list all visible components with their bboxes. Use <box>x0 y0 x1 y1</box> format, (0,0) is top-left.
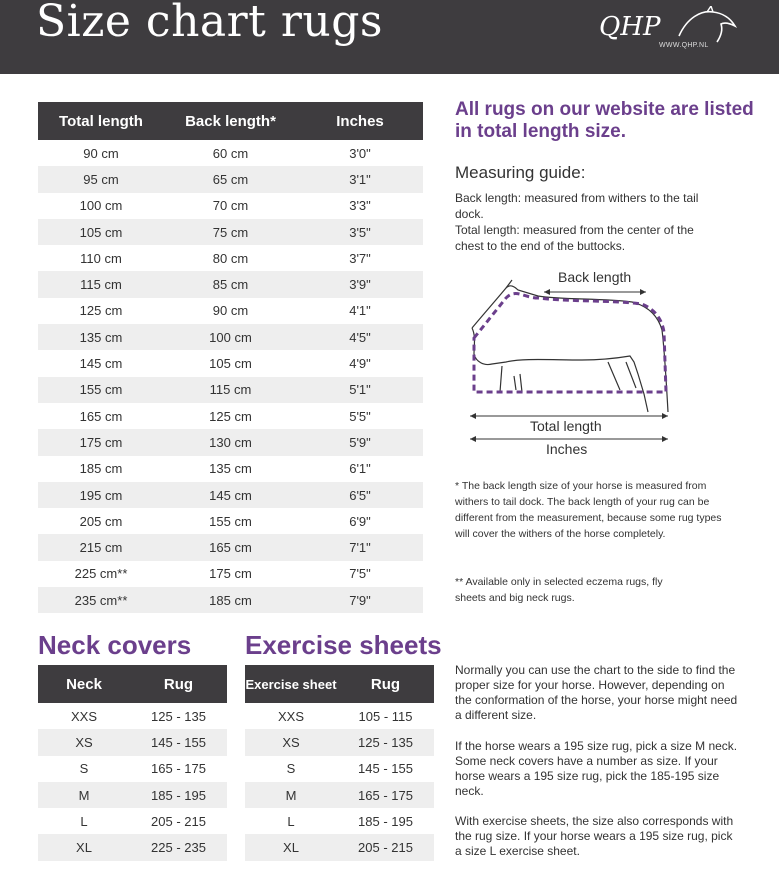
table-row <box>38 587 423 613</box>
table-cell: 175 cm <box>38 429 164 455</box>
exercise-advice-paragraph: With exercise sheets, the size also corresponds with the rug size. If your horse wears a 195 size rug, pick a size L exercise sheet. <box>455 814 734 858</box>
table-cell: 205 - 215 <box>151 813 206 829</box>
table-cell: 215 cm <box>38 534 164 560</box>
table-cell: 165 cm <box>164 534 297 560</box>
table-row <box>245 782 434 808</box>
column-header-rug: Rug <box>337 665 434 703</box>
table-cell: 125 cm <box>209 408 252 424</box>
neck-covers-table <box>38 665 227 861</box>
table-row <box>245 703 434 729</box>
column-header-rug: Rug <box>130 665 227 703</box>
table-row <box>38 377 423 403</box>
table-cell: 135 cm <box>209 461 252 477</box>
table-cell: 205 cm <box>79 513 123 529</box>
table-row <box>38 456 423 482</box>
table-cell: 6'1" <box>349 461 371 477</box>
table-cell: 6'9" <box>349 513 371 529</box>
table-cell: 3'7" <box>349 250 371 266</box>
table-cell: 7'1" <box>297 534 423 560</box>
column-header-neck: Neck <box>38 665 130 703</box>
table-cell: 60 cm <box>212 145 249 161</box>
total-length-description: Total length: measured from the center of the chest to the end of the buttocks. <box>455 223 694 253</box>
horse-head-icon <box>677 6 739 46</box>
page-title: Size chart rugs <box>36 0 383 47</box>
table-cell: 185 cm <box>79 461 123 477</box>
table-cell: 4'1" <box>349 303 371 319</box>
table-cell: 135 cm <box>38 324 164 350</box>
total-length-label: Total length <box>530 418 602 434</box>
table-cell: 85 cm <box>164 271 297 297</box>
table-row <box>38 429 423 455</box>
table-cell: L <box>287 813 295 829</box>
column-header-exercise-sheet: Exercise sheet <box>245 665 337 703</box>
table-cell: 70 cm <box>212 198 249 214</box>
table-cell: 3'3" <box>349 198 371 214</box>
table-cell: 225 - 235 <box>130 834 227 860</box>
table-header-row <box>245 665 434 703</box>
table-cell: 105 cm <box>209 356 252 372</box>
table-cell: 80 cm <box>212 250 249 266</box>
measuring-guide-title: Measuring guide: <box>455 163 586 182</box>
column-header-back-length: Back length* <box>164 102 297 140</box>
back-length-footnote: * The back length size of your horse is measured from withers to tail dock. The back length of your rug can be different from the measurement, because some rug types will cover the withers of the horse completely. <box>455 480 722 540</box>
table-row <box>38 166 423 192</box>
table-cell: 5'9" <box>297 429 423 455</box>
table-cell: L <box>80 813 88 829</box>
table-row <box>38 140 423 166</box>
table-header-row <box>38 102 423 140</box>
table-header-row <box>38 665 227 703</box>
table-cell: 105 cm <box>38 219 164 245</box>
table-cell: S <box>79 761 89 777</box>
table-cell: XS <box>245 729 337 755</box>
table-cell: 145 - 155 <box>130 729 227 755</box>
table-cell: 90 cm <box>83 145 119 161</box>
table-cell: 7'5" <box>349 566 371 582</box>
neck-covers-title: Neck covers <box>38 630 192 660</box>
table-cell: 145 cm <box>79 356 123 372</box>
table-cell: 115 cm <box>38 271 164 297</box>
table-cell: 6'5" <box>297 482 423 508</box>
table-cell: 205 - 215 <box>337 834 434 860</box>
table-row <box>38 508 423 534</box>
logo-text: QHP <box>599 12 661 42</box>
table-row <box>245 729 434 755</box>
table-cell: 100 cm <box>164 324 297 350</box>
sizing-advice-paragraph: Normally you can use the chart to the side to find the proper size for your horse. However, depending on the conformation of the horse, your horse might need a different size. <box>455 663 738 722</box>
table-cell: 185 - 195 <box>358 813 413 829</box>
table-cell: 95 cm <box>38 166 164 192</box>
table-cell: 65 cm <box>164 166 297 192</box>
table-row <box>245 834 434 860</box>
table-cell: M <box>245 782 337 808</box>
table-cell: 185 - 195 <box>130 782 227 808</box>
measuring-guide-text <box>455 190 725 254</box>
table-row <box>38 834 227 860</box>
logo-url: WWW.QHP.NL <box>659 42 709 49</box>
exercise-sheets-table <box>245 665 434 861</box>
column-header-total-length: Total length <box>38 102 164 140</box>
table-cell: XXS <box>70 708 97 724</box>
table-cell: XS <box>38 729 130 755</box>
table-cell: 225 cm** <box>74 566 128 582</box>
table-cell: 155 cm <box>209 513 252 529</box>
table-row <box>38 703 227 729</box>
table-row <box>38 298 423 324</box>
table-row <box>38 534 423 560</box>
table-cell: 3'9" <box>297 271 423 297</box>
table-row <box>38 245 423 271</box>
table-row <box>38 350 423 376</box>
table-row <box>38 219 423 245</box>
table-cell: 75 cm <box>164 219 297 245</box>
table-cell: 130 cm <box>164 429 297 455</box>
table-row <box>38 808 227 834</box>
table-row <box>38 782 227 808</box>
table-cell: 5'1" <box>297 377 423 403</box>
table-cell: 125 - 135 <box>337 729 434 755</box>
table-cell: 185 cm <box>164 587 297 613</box>
table-cell: 145 cm <box>164 482 297 508</box>
table-cell: 4'5" <box>297 324 423 350</box>
table-row <box>38 561 423 587</box>
table-row <box>38 324 423 350</box>
table-cell: 7'9" <box>297 587 423 613</box>
table-cell: 5'5" <box>349 408 371 424</box>
table-cell: S <box>286 761 296 777</box>
table-row <box>245 808 434 834</box>
table-cell: XXS <box>277 708 304 724</box>
table-cell: 145 - 155 <box>358 761 413 777</box>
availability-footnote: ** Available only in selected eczema rugs, fly sheets and big neck rugs. <box>455 576 663 604</box>
table-row <box>38 756 227 782</box>
table-row <box>38 193 423 219</box>
table-cell: 3'1" <box>297 166 423 192</box>
table-cell: XL <box>245 834 337 860</box>
table-cell: 125 - 135 <box>151 708 206 724</box>
table-cell: 115 cm <box>164 377 297 403</box>
inches-label: Inches <box>546 441 588 457</box>
table-cell: 175 cm <box>209 566 252 582</box>
exercise-sheets-title: Exercise sheets <box>245 630 442 660</box>
table-cell: 100 cm <box>79 198 123 214</box>
table-cell: 3'0" <box>349 145 371 161</box>
table-cell: 165 cm <box>79 408 123 424</box>
back-length-label: Back length <box>558 269 632 285</box>
table-cell: 155 cm <box>38 377 164 403</box>
table-cell: 90 cm <box>212 303 249 319</box>
page-header <box>0 0 779 74</box>
table-cell: 105 - 115 <box>358 708 413 724</box>
table-cell: M <box>38 782 130 808</box>
back-length-description: Back length: measured from withers to the tail dock. <box>455 191 699 221</box>
table-cell: 165 - 175 <box>151 761 206 777</box>
horse-measurement-diagram <box>462 266 682 462</box>
qhp-logo <box>599 6 739 58</box>
table-cell: 110 cm <box>80 250 122 266</box>
neck-advice-paragraph: If the horse wears a 195 size rug, pick a size M neck. Some neck covers have a number as size. If your horse wears a 195 size rug, pick the 185-195 size neck. <box>455 739 738 798</box>
table-row <box>38 403 423 429</box>
table-row <box>38 271 423 297</box>
table-cell: 235 cm** <box>38 587 164 613</box>
website-size-notice: All rugs on our website are listed in total length size. <box>455 99 754 142</box>
table-cell: 165 - 175 <box>337 782 434 808</box>
table-cell: 125 cm <box>79 303 123 319</box>
size-chart-table <box>38 102 423 613</box>
table-cell: 4'9" <box>349 356 371 372</box>
table-row <box>245 756 434 782</box>
table-row <box>38 482 423 508</box>
table-cell: 3'5" <box>297 219 423 245</box>
table-cell: 195 cm <box>38 482 164 508</box>
column-header-inches: Inches <box>297 102 423 140</box>
table-row <box>38 729 227 755</box>
table-cell: XL <box>38 834 130 860</box>
